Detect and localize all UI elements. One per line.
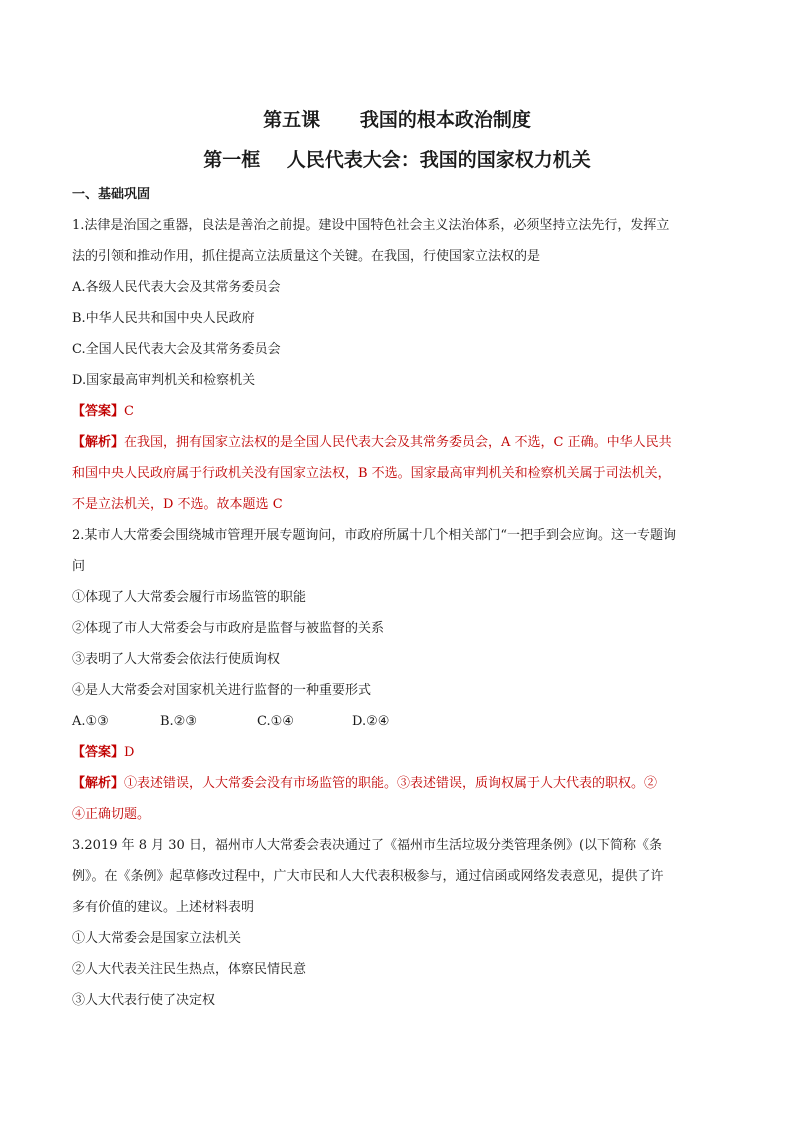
q1-answer-value: C	[124, 404, 134, 419]
q1-option-a: A.各级人民代表大会及其常务委员会	[72, 280, 281, 295]
q2-answer-value: D	[124, 745, 135, 760]
q3-stem-line-2: 例》。在《条例》起草修改过程中，广大市民和人大代表积极参与，通过信函或网络发表意见，提供了许	[72, 869, 664, 884]
section-title: 第一框 人民代表大会：我国的国家权力机关	[203, 149, 591, 171]
part-heading: 一、基础巩固	[72, 187, 151, 202]
q2-analysis-text-1: ①表述错误，人大常委会没有市场监管的职能。③表述错误，质询权属于人大代表的职权。②	[124, 776, 658, 791]
q2-option-b: B.②③	[160, 714, 197, 729]
q2-option-c: C.①④	[257, 714, 294, 729]
q2-item-2: ②体现了市人大常委会与市政府是监督与被监督的关系	[72, 621, 385, 636]
q2-item-1: ①体现了人大常委会履行市场监管的职能	[72, 590, 307, 605]
q2-item-3: ③表明了人大常委会依法行使质询权	[72, 652, 281, 667]
q1-stem-line-2: 法的引领和推动作用，抓住提高立法质量这个关键。在我国，行使国家立法权的是	[72, 249, 541, 264]
q3-item-3: ③人大代表行使了决定权	[72, 993, 216, 1008]
q3-stem-line-3: 多有价值的建议。上述材料表明	[72, 900, 255, 915]
document-page	[72, 100, 722, 1016]
q2-options	[72, 706, 722, 737]
question-3	[72, 830, 722, 1016]
lesson-title: 第五课 我国的根本政治制度	[263, 109, 531, 131]
q2-stem-line-2: 问	[72, 559, 86, 574]
q2-analysis-line-1	[72, 768, 722, 799]
q3-stem-line-1: 3.2019 年 8 月 30 日，福州市人大常委会表决通过了《福州市生活垃圾分类管理条例》(以下简称《条	[72, 838, 663, 853]
q2-answer-tag: 【答案】	[72, 745, 125, 760]
q3-item-1: ①人大常委会是国家立法机关	[72, 931, 242, 946]
q2-option-d: D.②④	[352, 714, 390, 729]
q1-answer	[72, 396, 722, 427]
question-1	[72, 210, 722, 520]
q1-analysis-tag: 【解析】	[72, 435, 125, 450]
q3-item-2: ②人大代表关注民生热点，体察民情民意	[72, 962, 307, 977]
q2-stem-line-1: 2.某市人大常委会围绕城市管理开展专题询问，市政府所属十几个相关部门“一把手到会应询。这一专题询	[72, 528, 677, 543]
q2-option-a: A.①③	[72, 714, 109, 729]
q2-item-4: ④是人大常委会对国家机关进行监督的一种重要形式	[72, 683, 372, 698]
q1-option-d: D.国家最高审判机关和检察机关	[72, 373, 256, 388]
q1-analysis-line-2: 和国中央人民政府属于行政机关没有国家立法权，B 不选。国家最高审判机关和检察机关属于司法机关，	[72, 466, 671, 481]
q1-analysis-text-1: 在我国，拥有国家立法权的是全国人民代表大会及其常务委员会，A 不选，C 正确。中华人民共	[124, 435, 672, 450]
q1-stem-line-1: 1.法律是治国之重器，良法是善治之前提。建设中国特色社会主义法治体系，必须坚持立法先行，发挥立	[72, 218, 670, 233]
q1-option-c: C.全国人民代表大会及其常务委员会	[72, 342, 281, 357]
q2-answer	[72, 737, 722, 768]
q1-analysis-line-1	[72, 427, 722, 458]
q1-option-b: B.中华人民共和国中央人民政府	[72, 311, 255, 326]
q1-answer-tag: 【答案】	[72, 404, 125, 419]
q1-analysis-line-3: 不是立法机关，D 不选。故本题选 C	[72, 497, 283, 512]
q2-analysis-line-2: ④正确切题。	[72, 807, 151, 822]
q2-analysis-tag: 【解析】	[72, 776, 125, 791]
question-2	[72, 520, 722, 830]
